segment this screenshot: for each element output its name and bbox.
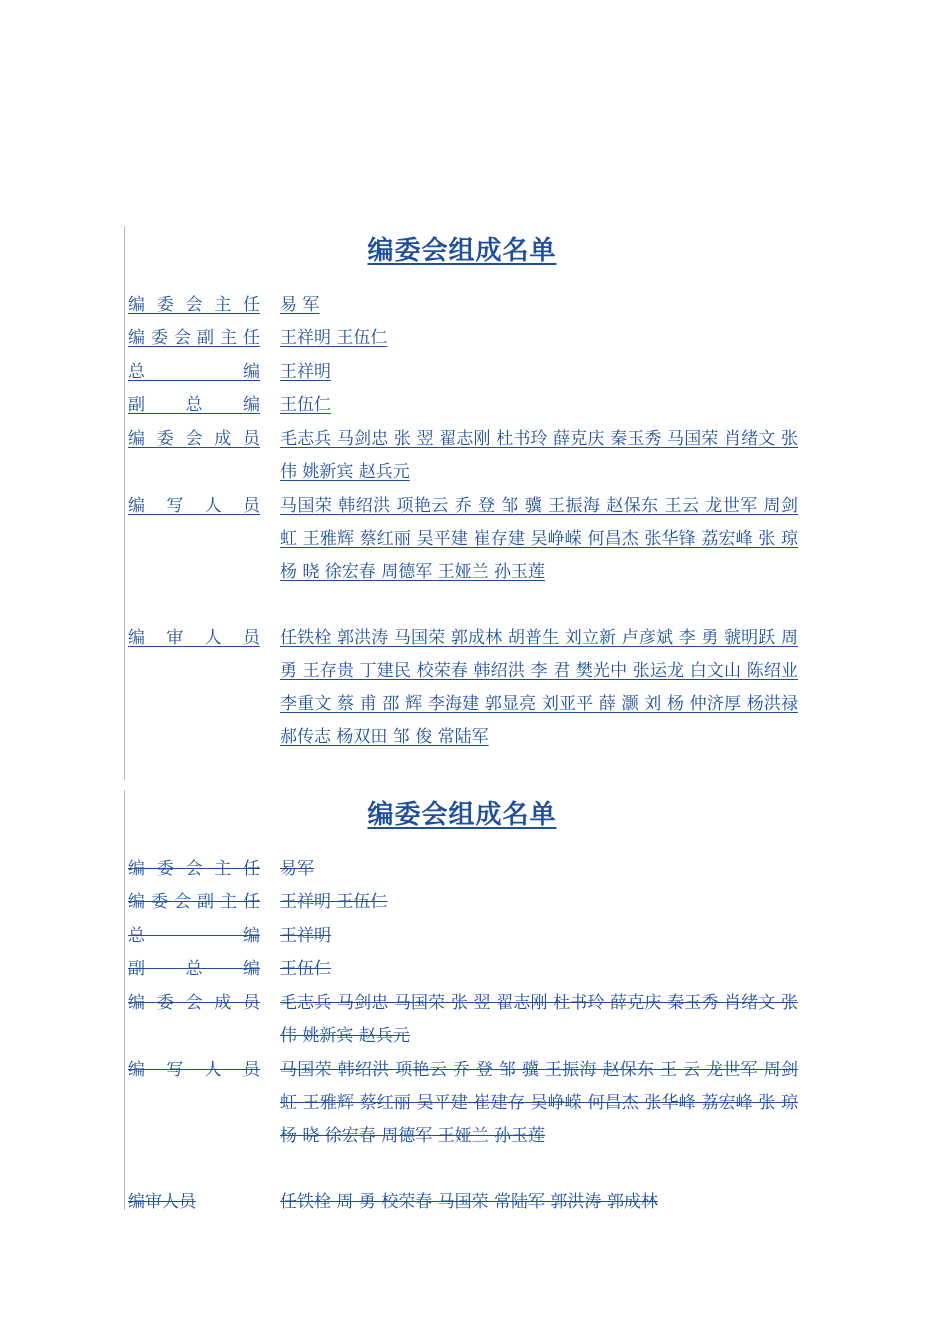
member-names: 易 军 — [280, 295, 320, 315]
member-names: 王祥明 王伍仁 — [280, 892, 388, 912]
member-names: 易军 — [280, 859, 314, 879]
role-label: 编写人员 — [128, 496, 260, 516]
role-label: 编委会主任 — [128, 295, 260, 315]
roster-section-2 — [124, 790, 800, 1210]
role-label: 编委会主任 — [128, 859, 260, 879]
revision-bar — [124, 790, 125, 1210]
role-label: 编委会成员 — [128, 993, 260, 1013]
member-names: 王伍仁 — [280, 395, 331, 415]
member-names: 任铁栓 郭洪涛 马国荣 郭成林 胡普生 刘立新 卢彦斌 李 勇 虢明跃 周 勇 王存贵 丁建民 校荣春 韩绍洪 李 君 樊光中 张运龙 白文山 陈绍业 李重文 蔡 甫 邵 辉 李海建 郭显亮 刘亚平 薛 灏 刘 杨 仲济厚 杨洪禄 郝传志 杨双田 邹 俊 常陆军 — [280, 628, 798, 747]
member-names: 马国荣 韩绍洪 项艳云 乔 登 邹 骥 王振海 赵保东 王云 龙世军 周剑虹 王雅辉 蔡红丽 吴平建 崔存建 吴峥嵘 何昌杰 张华锋 荔宏峰 张 琼 杨 晓 徐宏春 周德军 王娅兰 孙玉莲 — [280, 496, 798, 582]
section-title: 编委会组成名单 — [367, 236, 557, 266]
member-names: 王祥明 — [280, 362, 331, 382]
roster-section-1 — [124, 226, 800, 780]
role-label: 副总编 — [128, 959, 260, 979]
role-label: 编审人员 — [128, 1192, 196, 1212]
member-names: 毛志兵 马剑忠 张 翌 翟志刚 杜书玲 薛克庆 秦玉秀 马国荣 肖绪文 张 伟 姚新宾 赵兵元 — [280, 429, 798, 482]
role-label: 副总编 — [128, 395, 260, 415]
role-label: 编写人员 — [128, 1060, 260, 1080]
role-label: 编审人员 — [128, 628, 260, 648]
member-names: 王祥明 王伍仁 — [280, 328, 388, 348]
role-label: 总编 — [128, 362, 260, 382]
revision-bar — [124, 226, 125, 780]
member-names: 王祥明 — [280, 926, 331, 946]
member-names: 马国荣 韩绍洪 项艳云 乔 登 邹 骥 王振海 赵保东 王 云 龙世军 周剑虹 王雅辉 蔡红丽 吴平建 崔建存 吴峥嵘 何昌杰 张华峰 荔宏峰 张 琼 杨 晓 徐宏春 周德军 王娅兰 孙玉莲 — [280, 1060, 798, 1146]
member-names: 毛志兵 马剑忠 马国荣 张 翌 翟志刚 杜书玲 薛克庆 秦玉秀 肖绪文 张 伟 姚新宾 赵兵元 — [280, 993, 798, 1046]
role-label: 编委会副主任 — [128, 328, 260, 348]
role-label: 编委会副主任 — [128, 892, 260, 912]
role-label: 编委会成员 — [128, 429, 260, 449]
member-names: 王伍仁 — [280, 959, 331, 979]
section-title: 编委会组成名单 — [367, 800, 557, 830]
member-names: 任铁栓 周 勇 校荣春 马国荣 常陆军 郭洪涛 郭成林 — [280, 1192, 658, 1212]
role-label: 总编 — [128, 926, 260, 946]
